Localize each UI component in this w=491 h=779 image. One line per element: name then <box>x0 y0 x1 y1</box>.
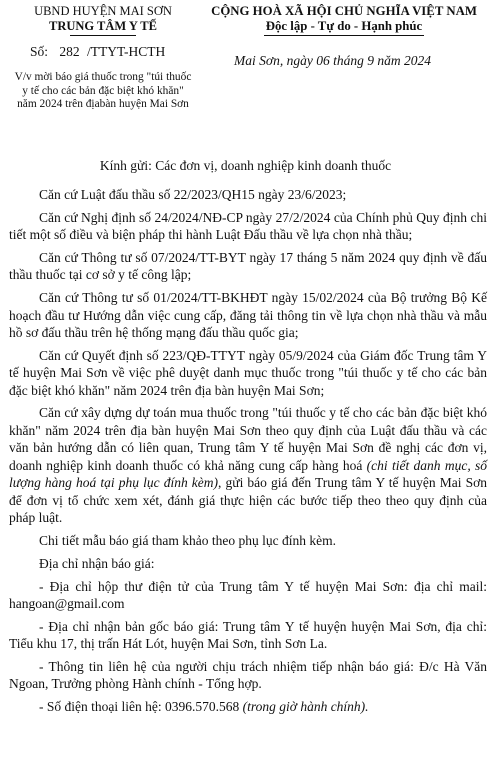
org-name: UBND HUYỆN MAI SƠN <box>34 4 172 18</box>
paragraph-request <box>9 404 487 527</box>
national-header <box>204 4 484 36</box>
paragraph-postal-address: - Địa chỉ nhận bản gốc báo giá: Trung tâm Y tế huyện huyện Mai Sơn, địa chỉ: Tiểu khu 17, thị trấn Hát Lót, huyện Mai Sơn, tỉnh Sơn La. <box>9 618 487 652</box>
unit-underline <box>70 35 136 36</box>
paragraph-contact-person: - Thông tin liên hệ của người chịu trách nhiệm tiếp nhận báo giá: Đ/c Hà Văn Ngoan, Trưởng phòng Hành chính - Tổng hợp. <box>9 658 487 692</box>
place-date: Mai Sơn, ngày 06 tháng 9 năm 2024 <box>234 53 431 68</box>
paragraph-legal-basis-5: Căn cứ Quyết định số 223/QĐ-TTYT ngày 05/9/2024 của Giám đốc Trung tâm Y tế huyện Mai Sơn về việc phê duyệt danh mục thuốc trong "túi thuốc y tế cho các bản đặc biệt khó khăn" năm 2024 trên địa bàn huyện Mai Sơn; <box>9 347 487 398</box>
national-motto: Độc lập - Tự do - Hạnh phúc <box>265 19 423 33</box>
doc-number-value: 282 <box>59 44 80 59</box>
paragraph-legal-basis-3: Căn cứ Thông tư số 07/2024/TT-BYT ngày 17 tháng 5 năm 2024 quy định về đấu thầu thuốc tại cơ sở y tế công lập; <box>9 249 487 283</box>
issuer-header <box>8 4 198 36</box>
recipient-line: Kính gửi: Các đơn vị, doanh nghiệp kinh doanh thuốc <box>99 158 392 173</box>
unit-name: TRUNG TÂM Y TẾ <box>48 19 157 33</box>
request-text: Căn cứ xây dựng dự toán mua thuốc trong "túi thuốc y tế cho các bản đặc biệt khó khăn" năm 2024 trên địa bàn huyện Mai Sơn theo quy định của Luật đấu thầu và các văn bản hướng dẫn có liên quan, Trung tâm Y tế huyện Mai Sơn đề nghị các đơn vị, doanh nghiệp kinh doanh thuốc có khả năng cung cấp hàng hoá <box>9 405 487 473</box>
paragraph-legal-basis-2: Căn cứ Nghị định số 24/2024/NĐ-CP ngày 27/2/2024 của Chính phủ Quy định chi tiết một số điều và biện pháp thi hành Luật Đấu thầu về lựa chọn nhà thầu; <box>9 209 487 243</box>
doc-number-suffix: /TTYT-HCTH <box>87 44 166 59</box>
phone-text: - Số điện thoại liên hệ: 0396.570.568 <box>39 699 240 715</box>
motto-underline <box>264 35 424 36</box>
nation-title: CỘNG HOÀ XÃ HỘI CHỦ NGHĨA VIỆT NAM <box>211 4 477 18</box>
doc-number-label: Số: <box>30 44 49 59</box>
paragraph-legal-basis-4: Căn cứ Thông tư số 01/2024/TT-BKHĐT ngày 15/02/2024 của Bộ trưởng Bộ Kế hoạch đầu tư Hướng dẫn việc cung cấp, đăng tải thông tin về lựa chọn nhà thầu và mẫu hồ sơ đấu thầu trên hệ thống mạng đấu thầu quốc gia; <box>9 290 487 341</box>
document-number <box>30 44 165 60</box>
document-body <box>9 186 487 721</box>
request-note: (chi tiết danh mục, số lượng hàng hoá tại phụ lục đính kèm) <box>9 457 488 491</box>
phone-note: (trong giờ hành chính). <box>242 699 369 715</box>
paragraph-phone <box>9 698 487 716</box>
paragraph-address-heading: Địa chỉ nhận báo giá: <box>39 555 155 571</box>
document-subject: V/v mời báo giá thuốc trong "túi thuốc y tế cho các bản đặc biệt khó khăn" năm 2024 trên địabàn huyện Mai Sơn <box>14 71 192 111</box>
request-text-end: , gửi báo giá đến Trung tâm Y tế huyện Mai Sơn để đơn vị tổ chức xem xét, đánh giá thực hiện các bước tiếp theo theo quy định của pháp luật. <box>9 475 487 526</box>
paragraph-legal-basis-1: Căn cứ Luật đấu thầu số 22/2023/QH15 ngày 23/6/2023; <box>39 187 347 202</box>
paragraph-template-note: Chi tiết mẫu báo giá tham khảo theo phụ lục đính kèm. <box>39 533 336 549</box>
paragraph-email-address: - Địa chỉ hộp thư điện tử của Trung tâm Y tế huyện Mai Sơn: địa chỉ mail: hangoan@gmail.com <box>9 578 487 611</box>
